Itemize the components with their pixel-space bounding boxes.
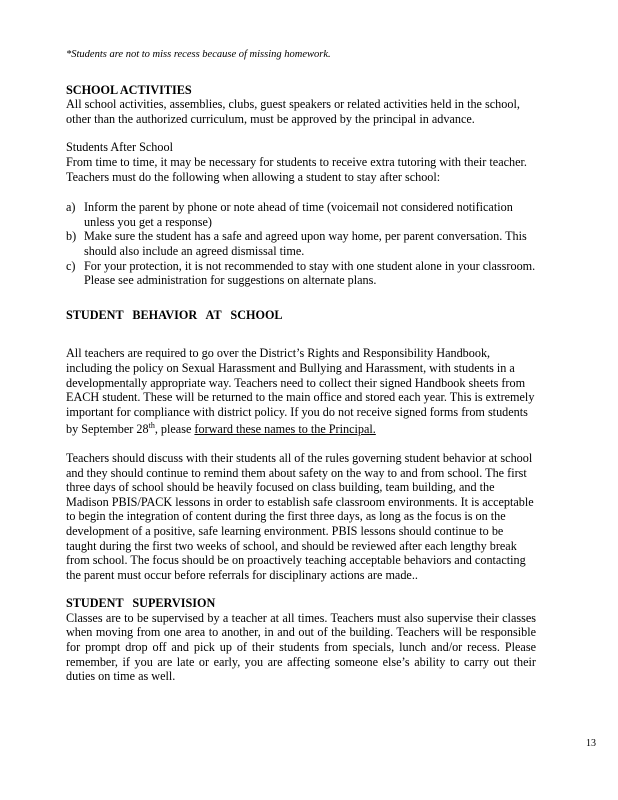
behavior-paragraph-1-text: All teachers are required to go over the District’s Rights and Responsibility Handbook, including the policy on Sexual Harassment and Bullying and Harassment, with students in a developmentally appropriate way. Teachers need to collect their signed Handbook sheets from EACH student. These will be returned to the main office and stored each year. This is extremely important for compliance with district policy. If you do not receive signed forms from students by September 28 xyxy=(66,346,535,437)
after-school-list xyxy=(66,200,536,288)
document-page xyxy=(66,48,536,684)
behavior-paragraph-1-mid: , please xyxy=(154,422,195,437)
list-marker: c) xyxy=(66,258,76,273)
after-school-section xyxy=(66,140,536,287)
behavior-paragraph-2: Teachers should discuss with their students all of the rules governing student behavior at school and they should continue to remind them about safety on the way to and from school. The first three days of school should be heavily focused on class building, team building, and the Madison PBIS/PACK lessons in order to establish safe classroom environments. It is acceptable to begin the integration of content during the first three days, as long as the focus is on the development of a positive, safe learning environment. PBIS lessons should continue to be taught during the first two weeks of school, and should be reviewed after each lengthy break from school. The focus should be on proactively teaching acceptable behaviors and contacting the parent must occur before referrals for disciplinary actions are made.. xyxy=(66,450,534,582)
list-item xyxy=(66,200,536,229)
list-item-text: Inform the parent by phone or note ahead of time (voicemail not considered notification unless you get a response) xyxy=(84,200,513,229)
list-item-text: Make sure the student has a safe and agreed upon way home, per parent conversation. This should also include an agreed dismissal time. xyxy=(84,229,527,258)
after-school-heading: Students After School xyxy=(66,140,173,155)
behavior-heading: STUDENT BEHAVIOR AT SCHOOL xyxy=(66,307,283,322)
forward-to-principal-text: forward these names to the Principal. xyxy=(194,422,376,437)
list-item xyxy=(66,229,536,258)
supervision-heading: STUDENT SUPERVISION xyxy=(66,596,216,611)
page-number: 13 xyxy=(586,738,596,749)
list-item xyxy=(66,259,536,288)
list-marker: b) xyxy=(66,229,77,244)
school-activities-section xyxy=(66,83,536,127)
school-activities-body: All school activities, assemblies, clubs, guest speakers or related activities held in the school, other than the authorized curriculum, must be approved by the principal in advance. xyxy=(66,97,520,126)
school-activities-heading: SCHOOL ACTIVITIES xyxy=(66,82,192,97)
recess-note: *Students are not to miss recess because of missing homework. xyxy=(66,49,331,60)
list-marker: a) xyxy=(66,200,76,215)
list-item-text: For your protection, it is not recommended to stay with one student alone in your classroom. Please see administration for suggestions on alternate plans. xyxy=(84,258,536,288)
ordinal-suffix: th xyxy=(148,421,155,431)
behavior-paragraph-1 xyxy=(66,346,536,437)
supervision-body: Classes are to be supervised by a teacher at all times. Teachers must also supervise their classes when moving from one area to another, in and out of the building. Teachers will be responsible for prompt drop off and pick up of their students from specials, lunch and/or recess. Please remember, if you are late or early, you are affecting someone else’s ability to carry out their duties on time as well. xyxy=(66,610,536,684)
after-school-intro: From time to time, it may be necessary for students to receive extra tutoring with their teacher. Teachers must do the following when allowing a student to stay after school: xyxy=(66,154,527,184)
